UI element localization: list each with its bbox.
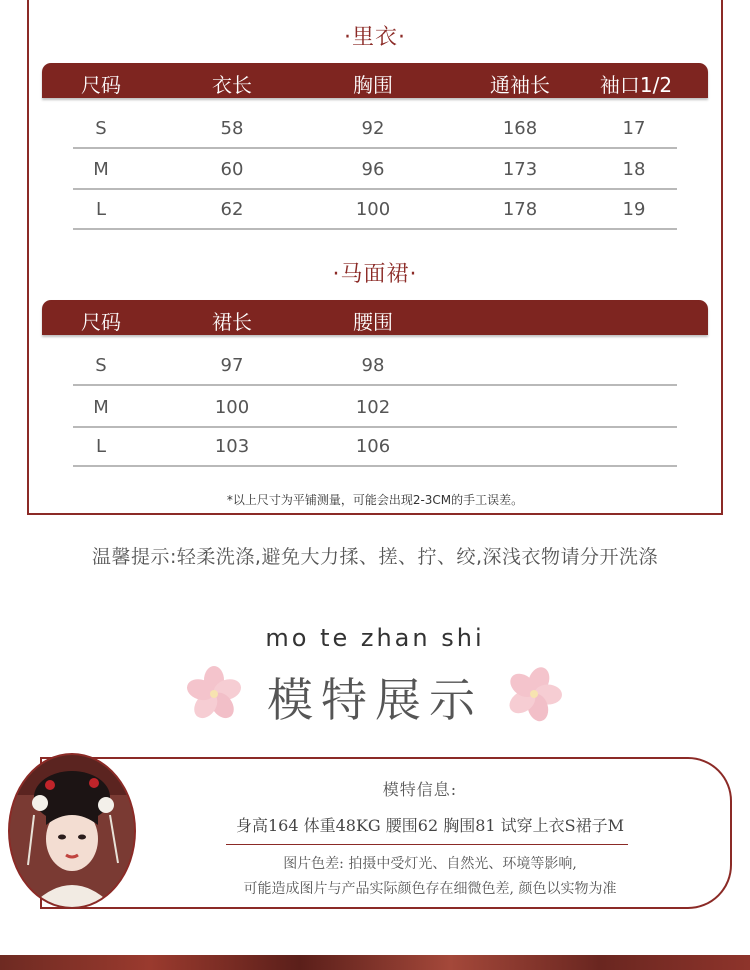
model-info-stats: 身高164 体重48KG 腰围62 胸围81 试穿上衣S裙子M	[235, 816, 625, 835]
header-length: 衣长	[212, 73, 252, 97]
cell-cuff: 19	[622, 199, 646, 220]
table-row	[73, 388, 677, 428]
header-size: 尺码	[81, 310, 121, 334]
row-divider	[73, 228, 677, 230]
cell-skirt-length: 103	[214, 436, 250, 457]
header-skirt-length: 裙长	[212, 310, 252, 334]
skirt-table-header	[42, 300, 708, 335]
row-divider	[73, 465, 677, 467]
header-sleeve-length: 通袖长	[490, 73, 550, 97]
header-cuff: 袖口1/2	[599, 73, 673, 97]
care-tip: 温馨提示:轻柔洗涤,避免大力揉、搓、拧、绞,深浅衣物请分开洗涤	[92, 546, 658, 568]
cell-size: M	[93, 397, 109, 418]
cell-waist: 102	[355, 397, 391, 418]
skirt-section-title: ·马面裙·	[332, 262, 418, 287]
cell-waist: 106	[355, 436, 391, 457]
cell-length: 62	[220, 199, 244, 220]
cell-sleeve: 168	[502, 118, 538, 139]
table-row	[73, 346, 677, 386]
table-row	[73, 109, 677, 149]
cell-cuff: 17	[622, 118, 646, 139]
cell-chest: 96	[361, 159, 385, 180]
color-note-line-2: 可能造成图片与产品实际颜色存在细微色差, 颜色以实物为准	[243, 881, 617, 897]
cell-length: 58	[220, 118, 244, 139]
table-row	[73, 150, 677, 190]
cell-sleeve: 173	[502, 159, 538, 180]
cell-size: S	[95, 118, 107, 139]
photo-strip	[0, 955, 750, 970]
cell-size: L	[95, 436, 107, 457]
header-chest: 胸围	[353, 73, 393, 97]
cell-waist: 98	[361, 355, 385, 376]
cell-size: L	[95, 199, 107, 220]
info-divider	[226, 844, 628, 845]
cell-chest: 100	[355, 199, 391, 220]
model-section-title: 模特展示	[267, 673, 483, 727]
cell-length: 60	[220, 159, 244, 180]
header-size: 尺码	[81, 73, 121, 97]
cell-sleeve: 178	[502, 199, 538, 220]
cell-skirt-length: 100	[214, 397, 250, 418]
model-section-pinyin: mo te zhan shi	[265, 624, 485, 652]
cell-size: M	[93, 159, 109, 180]
row-divider	[73, 384, 677, 386]
header-waist: 腰围	[353, 310, 393, 334]
model-info-title: 模特信息:	[382, 780, 458, 799]
color-note-line-1: 图片色差: 拍摄中受灯光、自然光、环境等影响,	[283, 856, 577, 872]
table-row	[73, 190, 677, 230]
shirt-section-title: ·里衣·	[344, 25, 406, 50]
blossom-icon	[503, 666, 565, 722]
row-divider	[73, 147, 677, 149]
cell-size: S	[95, 355, 107, 376]
cell-cuff: 18	[622, 159, 646, 180]
model-avatar	[8, 753, 136, 909]
shirt-table-header	[42, 63, 708, 98]
cell-chest: 92	[361, 118, 385, 139]
table-row	[73, 427, 677, 467]
measure-note: *以上尺寸为平铺测量，可能会出现2-3CM的手工误差。	[226, 493, 524, 507]
cell-skirt-length: 97	[220, 355, 244, 376]
